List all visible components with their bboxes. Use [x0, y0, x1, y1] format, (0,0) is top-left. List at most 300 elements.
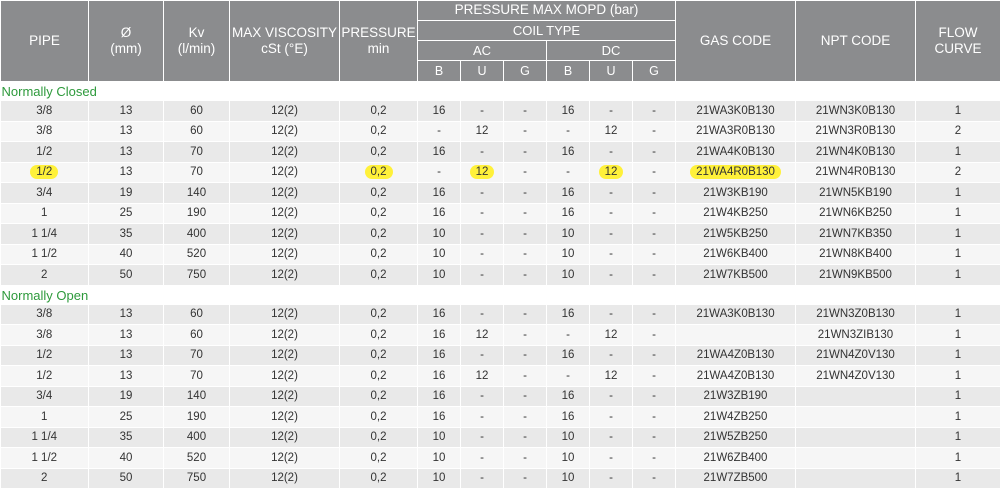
cell-kv: 140 [164, 386, 230, 407]
cell-kv: 400 [164, 427, 230, 448]
cell-ac-b: 10 [418, 427, 461, 448]
cell-kv: 520 [164, 448, 230, 469]
section-header [1, 285, 1000, 305]
cell-ac-u: - [461, 142, 504, 163]
header-gas-code: GAS CODE [676, 1, 796, 82]
cell-pipe: 3/8 [1, 121, 89, 142]
header-kv-label: Kv [188, 24, 205, 40]
cell-viscosity: 12(2) [230, 345, 340, 366]
cell-viscosity: 12(2) [230, 407, 340, 428]
cell-ac-b: 10 [418, 448, 461, 469]
cell-ac-g: - [504, 265, 547, 286]
cell-gas-code: 21WA4K0B130 [676, 142, 796, 163]
header-flow-label: FLOW [938, 24, 978, 40]
table-row [1, 162, 1000, 183]
cell-pressure-min: 0,2 [340, 265, 418, 286]
header-ac-u: U [461, 61, 504, 82]
cell-gas-code: 21W6ZB400 [676, 448, 796, 469]
header-curve-label: CURVE [934, 41, 982, 56]
cell-dc-u: - [590, 142, 633, 163]
cell-pipe: 3/8 [1, 325, 89, 346]
header-max-viscosity [230, 1, 340, 82]
cell-diameter: 19 [89, 386, 164, 407]
cell-ac-b: - [418, 162, 461, 183]
cell-ac-g: - [504, 244, 547, 265]
cell-ac-g: - [504, 366, 547, 387]
cell-viscosity: 12(2) [230, 203, 340, 224]
section-title: Normally Closed [1, 82, 1000, 102]
cell-dc-u: - [590, 468, 633, 489]
header-diameter [89, 1, 164, 82]
table-row [1, 448, 1000, 469]
cell-dc-g: - [633, 468, 676, 489]
cell-pipe: 2 [1, 468, 89, 489]
cell-viscosity: 12(2) [230, 325, 340, 346]
cell-flow-curve: 1 [916, 244, 1000, 265]
cell-dc-b: 16 [547, 142, 590, 163]
cell-flow-curve: 2 [916, 121, 1000, 142]
cell-pipe: 1 [1, 203, 89, 224]
cell-ac-g: - [504, 224, 547, 245]
cell-pressure-min: 0,2 [340, 142, 418, 163]
table-body [1, 82, 1000, 489]
cell-ac-g: - [504, 305, 547, 325]
cell-dc-b: - [547, 162, 590, 183]
cell-pressure-min: 0,2 [340, 407, 418, 428]
cell-diameter: 13 [89, 142, 164, 163]
cell-ac-b: 10 [418, 265, 461, 286]
cell-pressure-min: 0,2 [340, 427, 418, 448]
cell-gas-code: 21W7ZB500 [676, 468, 796, 489]
cell-ac-b: - [418, 121, 461, 142]
cell-dc-g: - [633, 203, 676, 224]
cell-ac-u: - [461, 183, 504, 204]
cell-dc-g: - [633, 265, 676, 286]
cell-pipe: 1 1/4 [1, 427, 89, 448]
cell-flow-curve: 1 [916, 407, 1000, 428]
cell-viscosity: 12(2) [230, 265, 340, 286]
cell-pressure-min: 0,2 [340, 305, 418, 325]
cell-ac-b: 16 [418, 345, 461, 366]
cell-pipe: 1 1/2 [1, 244, 89, 265]
cell-ac-g: - [504, 325, 547, 346]
cell-dc-u: - [590, 183, 633, 204]
cell-pipe: 2 [1, 265, 89, 286]
cell-dc-b: 10 [547, 244, 590, 265]
header-dc-g: G [633, 61, 676, 82]
cell-pipe: 3/4 [1, 386, 89, 407]
cell-kv: 520 [164, 244, 230, 265]
cell-flow-curve: 1 [916, 468, 1000, 489]
cell-viscosity: 12(2) [230, 101, 340, 121]
cell-diameter: 35 [89, 224, 164, 245]
cell-dc-g: - [633, 407, 676, 428]
cell-pipe: 3/8 [1, 305, 89, 325]
cell-npt-code [796, 386, 916, 407]
cell-dc-b: 10 [547, 265, 590, 286]
cell-pipe: 3/4 [1, 183, 89, 204]
cell-gas-code: 21WA3K0B130 [676, 305, 796, 325]
cell-pressure-min: 0,2 [340, 448, 418, 469]
cell-gas-code: 21WA4Z0B130 [676, 366, 796, 387]
cell-diameter: 40 [89, 448, 164, 469]
header-dc: DC [547, 41, 676, 61]
cell-dc-b: 16 [547, 203, 590, 224]
cell-kv: 70 [164, 162, 230, 183]
cell-viscosity: 12(2) [230, 121, 340, 142]
cell-dc-g: - [633, 224, 676, 245]
cell-diameter: 13 [89, 101, 164, 121]
cell-pressure-min: 0,2 [340, 468, 418, 489]
cell-ac-b: 16 [418, 407, 461, 428]
cell-pressure-min: 0,2 [340, 101, 418, 121]
cell-viscosity: 12(2) [230, 468, 340, 489]
table-row [1, 305, 1000, 325]
cell-viscosity: 12(2) [230, 142, 340, 163]
cell-dc-g: - [633, 305, 676, 325]
cell-pipe: 1 1/4 [1, 224, 89, 245]
header-diameter-unit: (mm) [110, 41, 142, 56]
cell-kv: 70 [164, 142, 230, 163]
cell-dc-b: - [547, 121, 590, 142]
table-row [1, 101, 1000, 121]
cell-npt-code [796, 448, 916, 469]
cell-npt-code: 21WN6KB250 [796, 203, 916, 224]
table-row [1, 244, 1000, 265]
cell-viscosity: 12(2) [230, 386, 340, 407]
cell-dc-u: 12 [590, 325, 633, 346]
cell-kv: 190 [164, 203, 230, 224]
header-dc-b: B [547, 61, 590, 82]
cell-dc-u: - [590, 427, 633, 448]
table-row [1, 183, 1000, 204]
highlight-mark: 12 [599, 165, 624, 179]
cell-npt-code: 21WN3K0B130 [796, 101, 916, 121]
table-row [1, 224, 1000, 245]
cell-flow-curve: 1 [916, 345, 1000, 366]
cell-ac-u: 12 [461, 325, 504, 346]
cell-ac-g: - [504, 345, 547, 366]
cell-dc-u [590, 162, 633, 183]
cell-pressure-min: 0,2 [340, 224, 418, 245]
cell-flow-curve: 1 [916, 366, 1000, 387]
cell-viscosity: 12(2) [230, 162, 340, 183]
cell-gas-code: 21W3KB190 [676, 183, 796, 204]
cell-npt-code: 21WN8KB400 [796, 244, 916, 265]
cell-ac-u: - [461, 203, 504, 224]
cell-flow-curve: 2 [916, 162, 1000, 183]
cell-diameter: 25 [89, 407, 164, 428]
cell-ac-g: - [504, 162, 547, 183]
cell-dc-g: - [633, 325, 676, 346]
cell-npt-code: 21WN4R0B130 [796, 162, 916, 183]
cell-ac-g: - [504, 407, 547, 428]
cell-gas-code: 21W7KB500 [676, 265, 796, 286]
cell-flow-curve: 1 [916, 183, 1000, 204]
header-kv [164, 1, 230, 82]
cell-ac-b: 16 [418, 366, 461, 387]
cell-dc-u: 12 [590, 121, 633, 142]
cell-gas-code [676, 325, 796, 346]
table-row [1, 407, 1000, 428]
cell-ac-b: 16 [418, 101, 461, 121]
cell-pressure-min: 0,2 [340, 203, 418, 224]
table-header [1, 1, 1000, 82]
cell-dc-b: - [547, 366, 590, 387]
cell-viscosity: 12(2) [230, 224, 340, 245]
cell-ac-u: - [461, 305, 504, 325]
cell-kv: 60 [164, 305, 230, 325]
highlight-mark: 1/2 [30, 165, 58, 179]
cell-dc-b: 16 [547, 407, 590, 428]
cell-kv: 750 [164, 265, 230, 286]
cell-dc-b: 10 [547, 468, 590, 489]
cell-npt-code: 21WN3ZIB130 [796, 325, 916, 346]
cell-ac-b: 10 [418, 224, 461, 245]
cell-pressure-min: 0,2 [340, 244, 418, 265]
cell-dc-b: - [547, 325, 590, 346]
table-row [1, 121, 1000, 142]
cell-pipe: 1 1/2 [1, 448, 89, 469]
cell-npt-code: 21WN7KB350 [796, 224, 916, 245]
cell-npt-code: 21WN4Z0V130 [796, 366, 916, 387]
highlight-mark: 12 [470, 165, 495, 179]
cell-gas-code: 21W5ZB250 [676, 427, 796, 448]
cell-dc-g: - [633, 142, 676, 163]
cell-flow-curve: 1 [916, 386, 1000, 407]
cell-pipe: 1 [1, 407, 89, 428]
cell-flow-curve: 1 [916, 448, 1000, 469]
cell-kv: 60 [164, 121, 230, 142]
header-max-viscosity-label: MAX VISCOSITY [231, 24, 338, 40]
cell-dc-b: 16 [547, 386, 590, 407]
cell-gas-code: 21W6KB400 [676, 244, 796, 265]
cell-npt-code: 21WN5KB190 [796, 183, 916, 204]
cell-diameter: 50 [89, 265, 164, 286]
cell-pipe: 1/2 [1, 345, 89, 366]
cell-ac-u: - [461, 224, 504, 245]
cell-gas-code: 21W3ZB190 [676, 386, 796, 407]
cell-dc-u: - [590, 407, 633, 428]
table-row [1, 345, 1000, 366]
cell-ac-u: - [461, 244, 504, 265]
cell-npt-code: 21WN3R0B130 [796, 121, 916, 142]
cell-ac-g: - [504, 386, 547, 407]
cell-pressure-min: 0,2 [340, 386, 418, 407]
cell-pressure-min: 0,2 [340, 325, 418, 346]
cell-dc-b: 10 [547, 224, 590, 245]
cell-kv: 60 [164, 325, 230, 346]
table-row [1, 366, 1000, 387]
cell-ac-u: - [461, 265, 504, 286]
cell-ac-g: - [504, 183, 547, 204]
cell-dc-g: - [633, 448, 676, 469]
table-row [1, 468, 1000, 489]
cell-ac-g: - [504, 468, 547, 489]
cell-diameter: 13 [89, 305, 164, 325]
cell-npt-code: 21WN9KB500 [796, 265, 916, 286]
header-pressure-label: PRESSURE [341, 24, 416, 40]
cell-npt-code: 21WN4K0B130 [796, 142, 916, 163]
cell-gas-code: 21WA3K0B130 [676, 101, 796, 121]
cell-diameter: 50 [89, 468, 164, 489]
cell-gas-code: 21WA4Z0B130 [676, 345, 796, 366]
cell-ac-g: - [504, 448, 547, 469]
header-ac-g: G [504, 61, 547, 82]
cell-dc-u: - [590, 203, 633, 224]
cell-dc-u: - [590, 265, 633, 286]
cell-kv: 190 [164, 407, 230, 428]
cell-npt-code [796, 427, 916, 448]
cell-dc-g: - [633, 121, 676, 142]
cell-pressure-min [340, 162, 418, 183]
cell-dc-g: - [633, 386, 676, 407]
cell-diameter: 13 [89, 345, 164, 366]
cell-ac-g: - [504, 121, 547, 142]
header-pressure-min [340, 1, 418, 82]
header-npt-code: NPT CODE [796, 1, 916, 82]
cell-ac-b: 16 [418, 305, 461, 325]
cell-dc-b: 16 [547, 305, 590, 325]
header-kv-unit: (l/min) [177, 41, 216, 56]
cell-diameter: 25 [89, 203, 164, 224]
cell-dc-g: - [633, 244, 676, 265]
cell-ac-b: 16 [418, 183, 461, 204]
table-row [1, 427, 1000, 448]
cell-ac-b: 10 [418, 244, 461, 265]
cell-ac-u: - [461, 386, 504, 407]
cell-dc-u: - [590, 305, 633, 325]
table-row [1, 203, 1000, 224]
cell-ac-u: 12 [461, 366, 504, 387]
cell-ac-u: - [461, 101, 504, 121]
cell-gas-code: 21W5KB250 [676, 224, 796, 245]
cell-ac-b: 16 [418, 386, 461, 407]
cell-ac-g: - [504, 203, 547, 224]
cell-dc-u: 12 [590, 366, 633, 387]
cell-diameter: 13 [89, 366, 164, 387]
header-mopd: PRESSURE MAX MOPD (bar) [418, 1, 676, 21]
cell-viscosity: 12(2) [230, 366, 340, 387]
header-flow-curve [916, 1, 1000, 82]
cell-gas-code: 21WA3R0B130 [676, 121, 796, 142]
cell-diameter: 13 [89, 121, 164, 142]
cell-flow-curve: 1 [916, 265, 1000, 286]
cell-npt-code: 21WN3Z0B130 [796, 305, 916, 325]
cell-kv: 70 [164, 345, 230, 366]
cell-ac-u: - [461, 427, 504, 448]
cell-diameter: 13 [89, 162, 164, 183]
header-coil-type: COIL TYPE [418, 21, 676, 41]
cell-ac-u: 12 [461, 121, 504, 142]
table-row [1, 325, 1000, 346]
cell-ac-b: 10 [418, 468, 461, 489]
cell-dc-u: - [590, 386, 633, 407]
table-row [1, 386, 1000, 407]
cell-kv: 70 [164, 366, 230, 387]
highlight-mark: 21WA4R0B130 [690, 165, 781, 179]
cell-pressure-min: 0,2 [340, 183, 418, 204]
cell-diameter: 19 [89, 183, 164, 204]
cell-ac-b: 16 [418, 325, 461, 346]
highlight-mark: 0,2 [365, 165, 393, 179]
cell-dc-g: - [633, 162, 676, 183]
cell-pressure-min: 0,2 [340, 366, 418, 387]
cell-pipe [1, 162, 89, 183]
cell-dc-g: - [633, 345, 676, 366]
header-ac: AC [418, 41, 547, 61]
cell-gas-code: 21W4ZB250 [676, 407, 796, 428]
cell-dc-u: - [590, 224, 633, 245]
cell-dc-g: - [633, 183, 676, 204]
section-title: Normally Open [1, 285, 1000, 305]
header-ac-b: B [418, 61, 461, 82]
cell-gas-code [676, 162, 796, 183]
cell-ac-u: - [461, 407, 504, 428]
cell-pipe: 1/2 [1, 366, 89, 387]
cell-flow-curve: 1 [916, 224, 1000, 245]
cell-pressure-min: 0,2 [340, 121, 418, 142]
cell-dc-b: 16 [547, 345, 590, 366]
header-pipe: PIPE [1, 1, 89, 82]
cell-dc-u: - [590, 345, 633, 366]
cell-flow-curve: 1 [916, 427, 1000, 448]
cell-kv: 400 [164, 224, 230, 245]
cell-ac-g: - [504, 142, 547, 163]
cell-ac-u: - [461, 345, 504, 366]
cell-npt-code [796, 468, 916, 489]
cell-ac-u: - [461, 448, 504, 469]
header-max-viscosity-unit: cSt (°E) [261, 41, 308, 56]
cell-ac-b: 16 [418, 142, 461, 163]
header-dc-u: U [590, 61, 633, 82]
cell-ac-u [461, 162, 504, 183]
cell-flow-curve: 1 [916, 203, 1000, 224]
cell-flow-curve: 1 [916, 101, 1000, 121]
cell-diameter: 35 [89, 427, 164, 448]
table-row [1, 142, 1000, 163]
cell-ac-u: - [461, 468, 504, 489]
cell-npt-code: 21WN4Z0V130 [796, 345, 916, 366]
cell-dc-g: - [633, 427, 676, 448]
cell-viscosity: 12(2) [230, 244, 340, 265]
header-diameter-symbol: Ø [120, 24, 132, 40]
cell-dc-b: 16 [547, 183, 590, 204]
cell-flow-curve: 1 [916, 142, 1000, 163]
cell-gas-code: 21W4KB250 [676, 203, 796, 224]
cell-npt-code [796, 407, 916, 428]
cell-ac-g: - [504, 427, 547, 448]
cell-viscosity: 12(2) [230, 448, 340, 469]
cell-viscosity: 12(2) [230, 305, 340, 325]
cell-viscosity: 12(2) [230, 427, 340, 448]
cell-kv: 140 [164, 183, 230, 204]
cell-viscosity: 12(2) [230, 183, 340, 204]
table-row [1, 265, 1000, 286]
cell-dc-g: - [633, 366, 676, 387]
cell-ac-g: - [504, 101, 547, 121]
cell-diameter: 40 [89, 244, 164, 265]
cell-kv: 750 [164, 468, 230, 489]
cell-dc-b: 10 [547, 427, 590, 448]
cell-dc-u: - [590, 244, 633, 265]
cell-pipe: 3/8 [1, 101, 89, 121]
cell-flow-curve: 1 [916, 305, 1000, 325]
section-header [1, 82, 1000, 102]
cell-pressure-min: 0,2 [340, 345, 418, 366]
cell-dc-g: - [633, 101, 676, 121]
cell-ac-b: 16 [418, 203, 461, 224]
